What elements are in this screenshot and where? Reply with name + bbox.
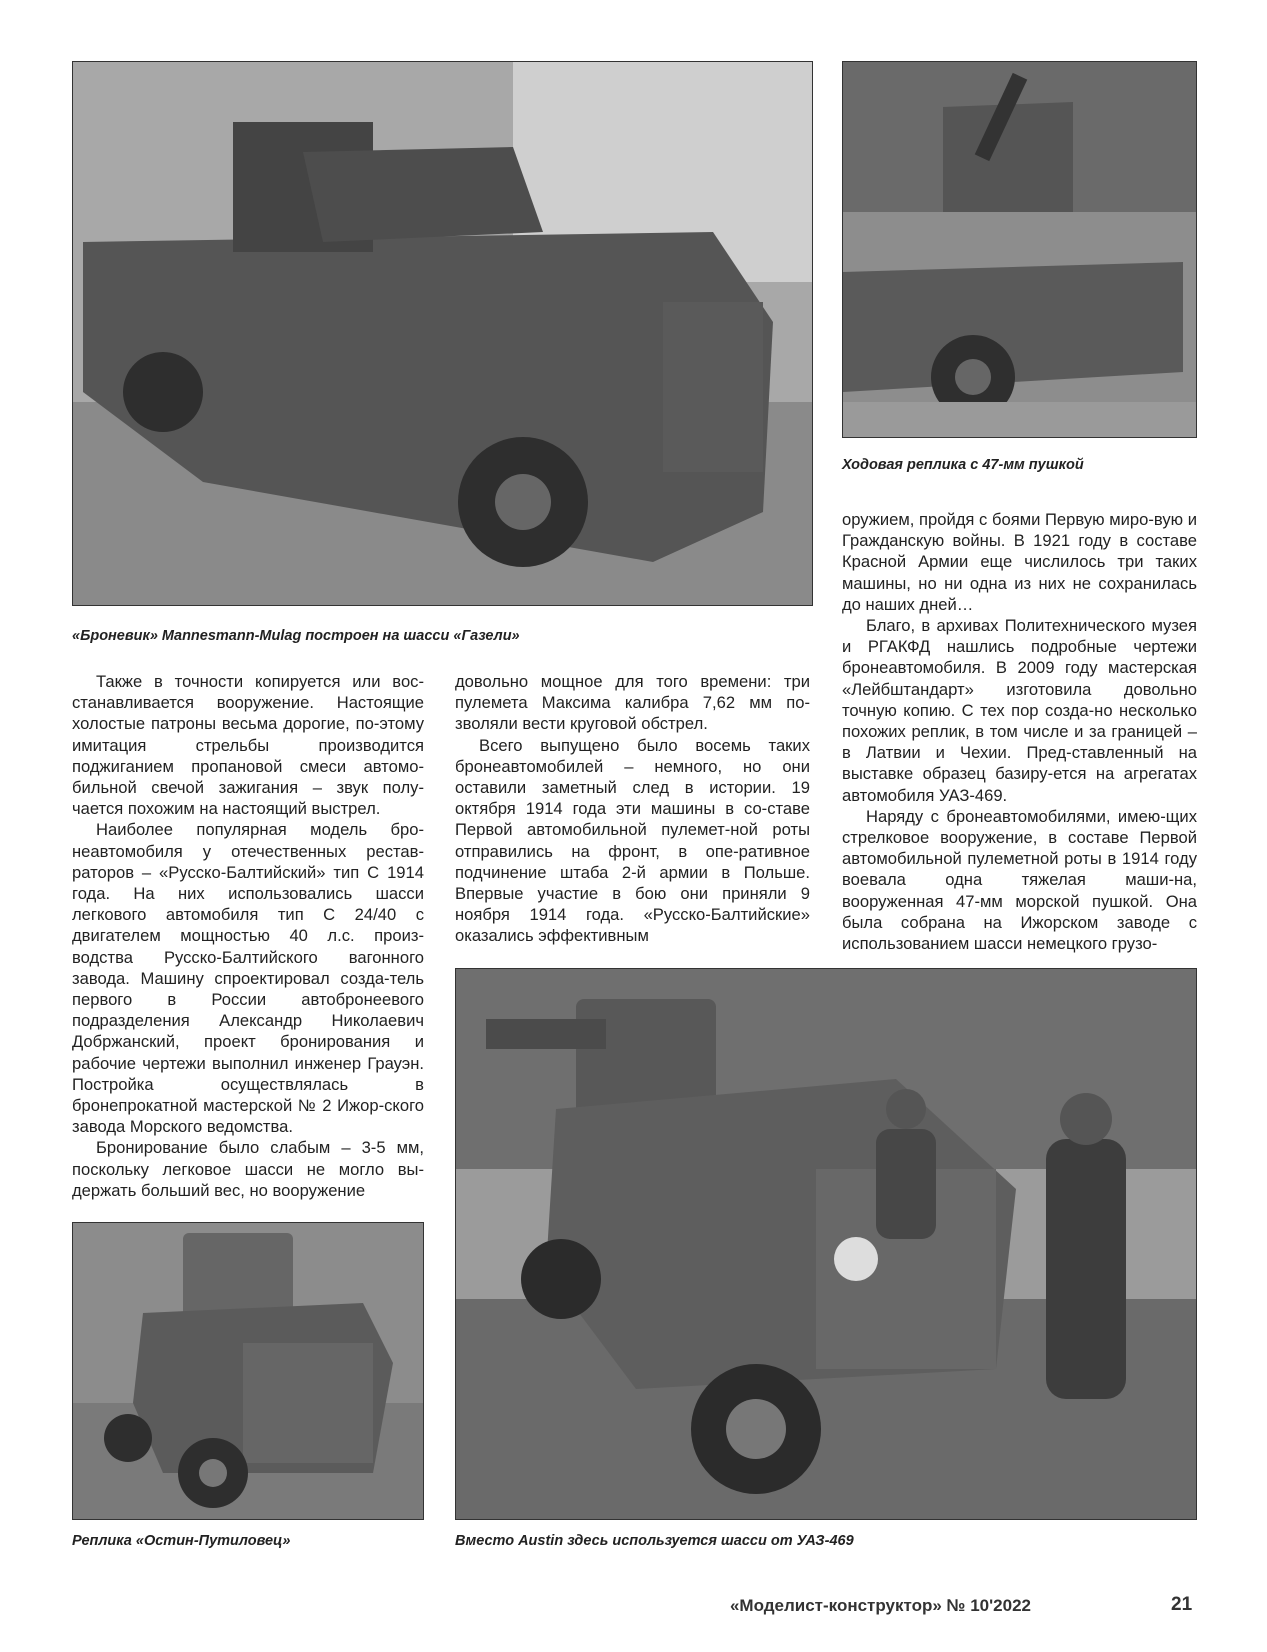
paragraph: Бронирование было слабым – 3-5 мм, поскольку легковое шасси не могло вы-держать больший вес, но вооружение [72,1138,424,1200]
caption-photo2: Ходовая реплика с 47-мм пушкой [842,457,1084,473]
page-number: 21 [1171,1594,1193,1615]
paragraph: Благо, в архивах Политехнического музея и РГАКФД нашлись подробные чертежи бронеавтомобиля. В 2009 году мастерская «Лейбштандарт» изготовила довольно точную копию. С тех пор созда-но несколько похожих реплик, в том числе и за границей – в Латвии и Чехии. Пред-ставленный на выставке образец базиру-ется на агрегатах автомобиля УАЗ-469. [842,616,1197,805]
magazine-title: «Моделист-конструктор» № 10'2022 [729,1596,1031,1615]
article-column-right-top [842,509,1197,954]
photo-uaz469-illustration [456,969,1197,1520]
photo-uaz469-chassis [455,968,1197,1520]
caption-photo4: Вместо Austin здесь используется шасси от УАЗ-469 [455,1533,854,1549]
article-column-left [72,671,424,1201]
caption-photo1: «Броневик» Mannesmann-Mulag построен на шасси «Газели» [72,628,520,644]
photo-47mm-illustration [843,62,1197,438]
photo-mannesmann-illustration [73,62,813,606]
paragraph: Наряду с бронеавтомобилями, имею-щих стрелковое вооружение, в составе Первой автомобильной пулеметной роты в 1914 году воевала одна тяжелая маши-на, вооруженная 47-мм морской пушкой. Она была собрана на Ижорском заводе с использованием шасси немецкого грузо- [842,806,1197,954]
photo-mannesmann-mulag [72,61,813,606]
photo-47mm-replica [842,61,1197,438]
paragraph: Наиболее популярная модель бро-неавтомобиля у отечественных рестав-раторов – «Русско-Балтийский» тип С 1914 года. На них использовались шасси легкового автомобиля тип С 24/40 с двигателем мощностью 40 л.с. произ-водства Русско-Балтийского вагонного завода. Машину спроектировал созда-тель первого в России автобронеевого подразделения Александр Николаевич Добржанский, проект бронирования и рабочие чертежи выполнил инженер Грауэн. Постройка осуществлялась в бронепрокатной мастерской № 2 Ижор-ского завода Морского ведомства. [72,820,424,1137]
paragraph: оружием, пройдя с боями Первую миро-вую и Гражданскую войны. В 1921 году в составе Красной Армии еще числилось три таких машины, но ни одна из них не сохранилась до наших дней… [842,510,1197,614]
photo-austin-putilovets [72,1222,424,1520]
photo-austin-illustration [73,1223,424,1520]
paragraph: Всего выпущено было восемь таких бронеавтомобилей – немного, но они оставили заметный след в истории. 19 октября 1914 года эти машины в со-ставе Первой автомобильной пулемет-ной роты отправились на фронт, в опе-ративное подчинение штаба 2-й армии в Польше. Впервые участие в бою они приняли 9 ноября 1914 года. «Русско-Балтийские» оказались эффективным [455,735,810,946]
paragraph: Также в точности копируется или вос-станавливается вооружение. Настоящие холостые патроны весьма дорогие, по-этому имитация стрельбы производится поджиганием пропановой смеси автомо-бильной свечой зажигания – звук полу-чается похожим на настоящий выстрел. [72,672,424,819]
article-column-middle [455,671,810,947]
caption-photo3: Реплика «Остин-Путиловец» [72,1533,291,1549]
paragraph: довольно мощное для того времени: три пулемета Максима калибра 7,62 мм по-зволяли вести круговой обстрел. [455,672,810,734]
